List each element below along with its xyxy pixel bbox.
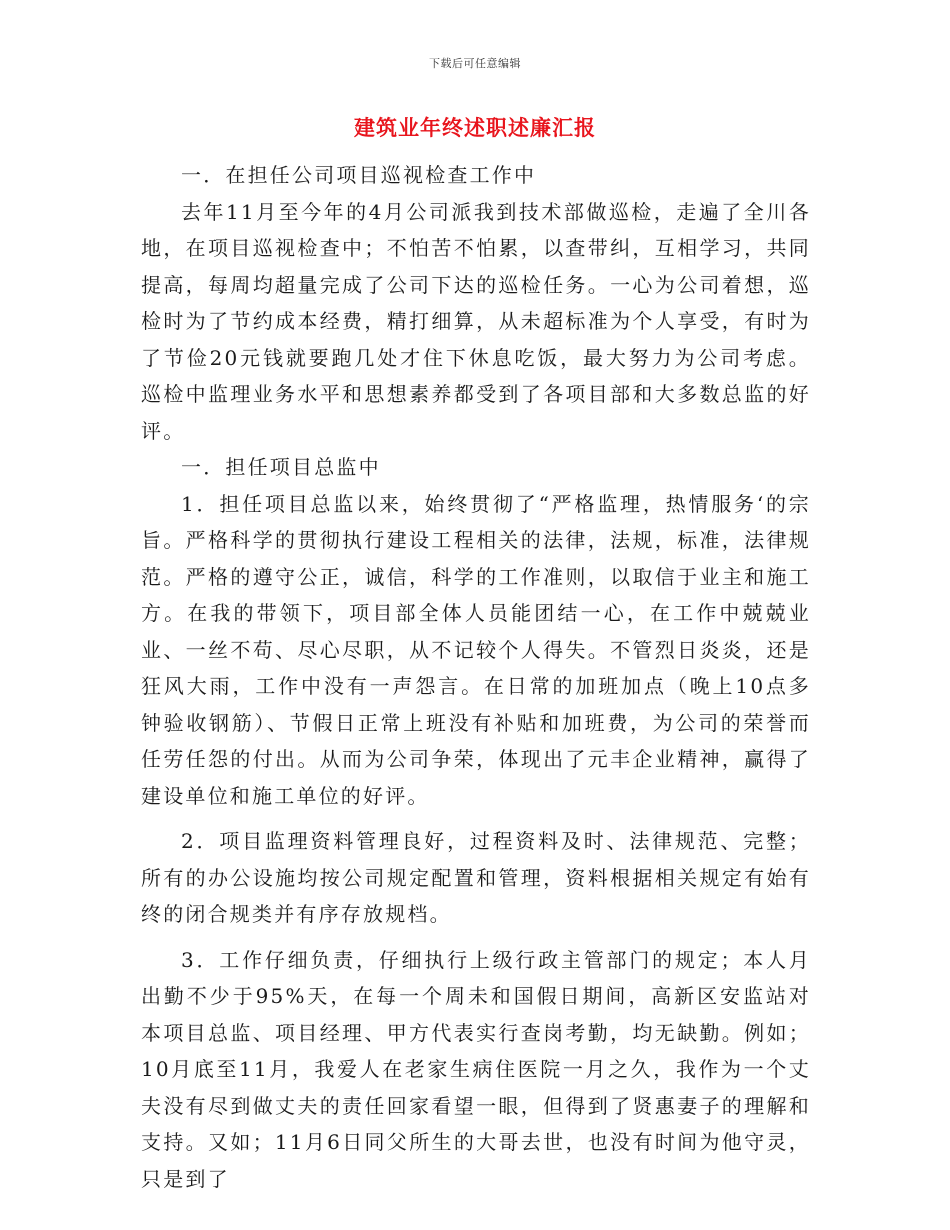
section-heading-1: 一．在担任公司项目巡视检查工作中 — [181, 163, 537, 187]
paragraph-item-1: 1．担任项目总监以来，始终贯彻了“严格监理，热情服务‘的宗旨。严格科学的贯彻执行建设工程相关的法律，法规，标准，法律规范。严格的遵守公正，诚信，科学的工作准则，以取信于业主和施工方。在我的带领下，项目部全体人员能团结一心，在工作中兢兢业业、一丝不苟、尽心尽职，从不记较个人得失。不管烈日炎炎，还是狂风大雨，工作中没有一声怨言。在日常的加班加点（晚上10点多钟验收钢筋）、节假日正常上班没有补贴和加班费，为公司的荣誉而任劳任怨的付出。从而为公司争荣，体现出了元丰企业精神，赢得了建设单位和施工单位的好评。 — [141, 491, 811, 808]
document-title: 建筑业年终述职述廉汇报 — [354, 115, 596, 140]
document-body — [141, 157, 811, 1197]
section-heading-2: 一．担任项目总监中 — [181, 455, 381, 479]
header-note: 下载后可任意编辑 — [429, 57, 521, 70]
paragraph-inspection: 去年11月至今年的4月公司派我到技术部做巡检，走遍了全川各地，在项目巡视检查中；不怕苦不怕累，以查带纠，互相学习，共同提高，每周均超量完成了公司下达的巡检任务。一心为公司着想，巡检时为了节约成本经费，精打细算，从未超标准为个人享受，有时为了节俭20元钱就要跑几处才住下休息吃饭，最大努力为公司考虑。巡检中监理业务水平和思想素养都受到了各项目部和大多数总监的好评。 — [141, 199, 811, 443]
paragraph-item-2: 2．项目监理资料管理良好，过程资料及时、法律规范、完整；所有的办公设施均按公司规定配置和管理，资料根据相关规定有始有终的闭合规类并有序存放规档。 — [141, 829, 811, 926]
paragraph-item-3: 3．工作仔细负责，仔细执行上级行政主管部门的规定；本人月出勤不少于95%天，在每一个周未和国假日期间，高新区安监站对本项目总监、项目经理、甲方代表实行查岗考勤，均无缺勤。例如；10月底至11月，我爱人在老家生病住医院一月之久，我作为一个丈夫没有尽到做丈夫的责任回家看望一眼，但得到了贤惠妻子的理解和支持。又如；11月6日同父所生的大哥去世，也没有时间为他守灵，只是到了 — [141, 947, 811, 1191]
